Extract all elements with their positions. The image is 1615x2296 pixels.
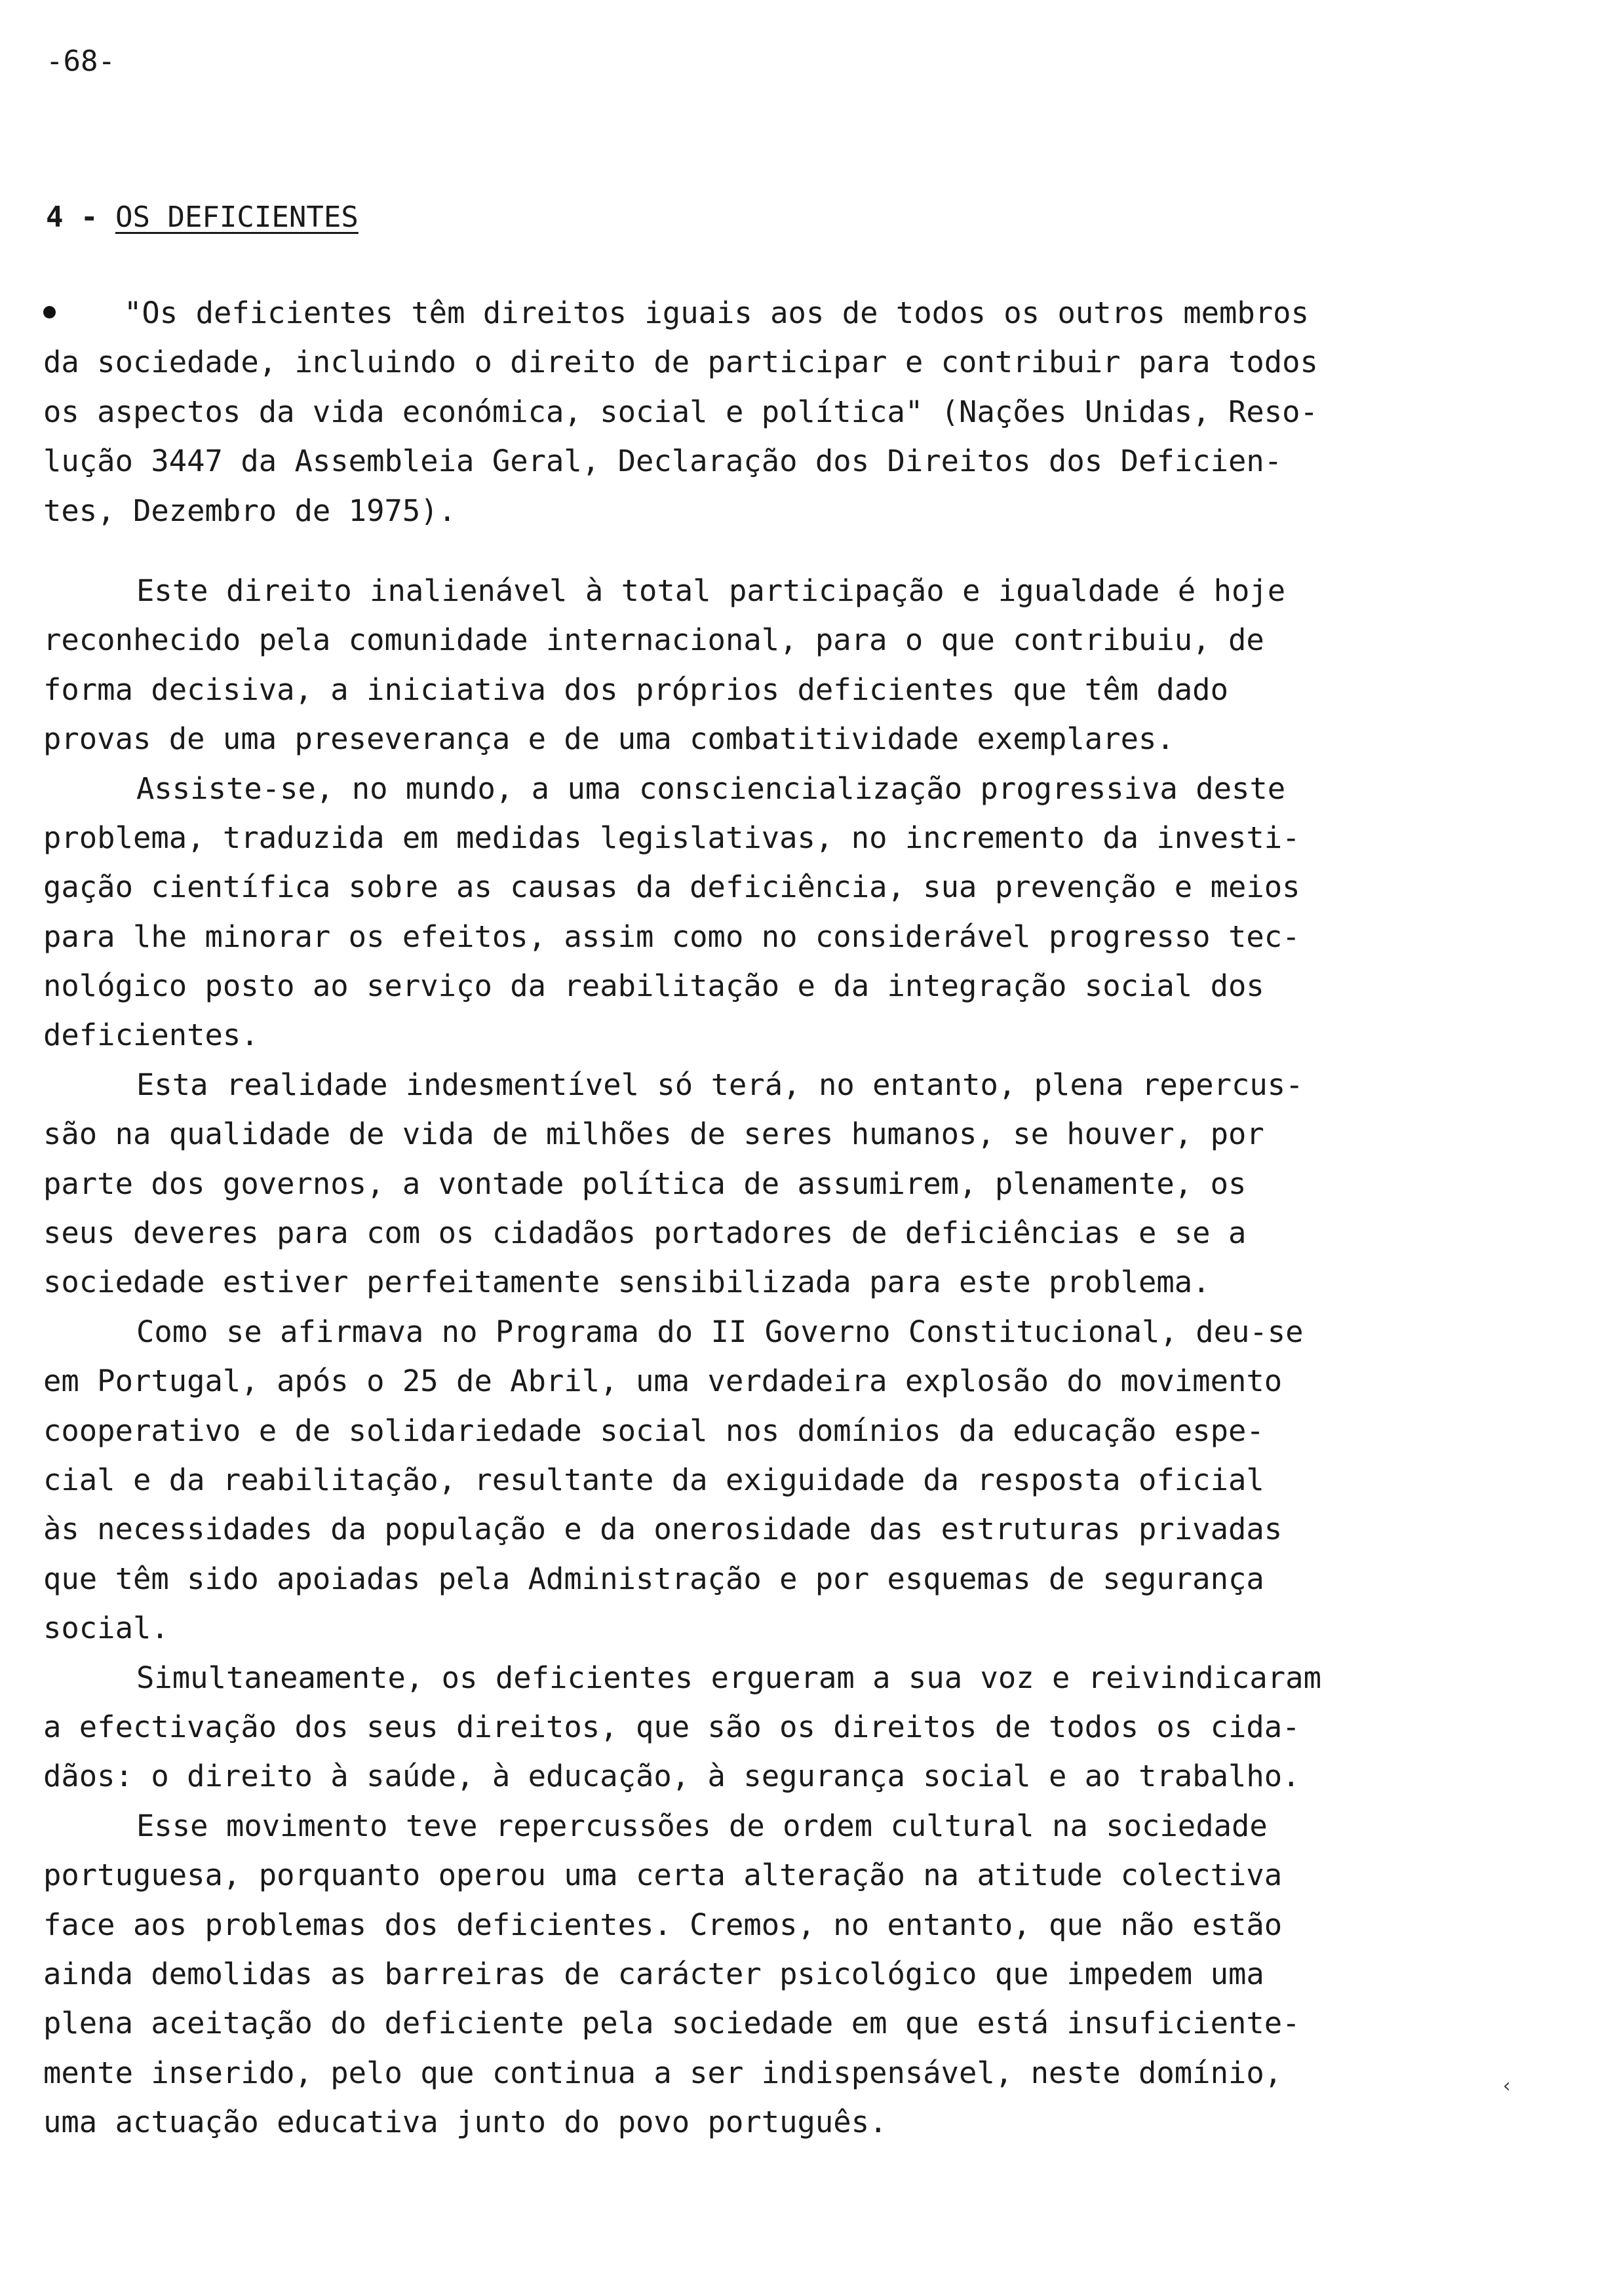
text-line: provas de uma preseverança e de uma combatitividade exemplares. (43, 721, 1175, 757)
text-line: são na qualidade de vida de milhões de seres humanos, se houver, por (43, 1117, 1264, 1152)
text-line: Como se afirmava no Programa do II Governo Constitucional, deu-se (136, 1314, 1304, 1349)
body-text (43, 288, 1505, 2147)
paragraph-line (43, 387, 1505, 436)
paragraph-line (43, 1109, 1505, 1158)
paragraph-line (43, 1257, 1505, 1307)
text-line: problema, traduzida em medidas legislativas, no incremento da investi- (43, 820, 1300, 855)
text-line: tes, Dezembro de 1975). (43, 493, 457, 528)
paragraph-line (43, 912, 1505, 961)
text-line: gação científica sobre as causas da deficiência, sua prevenção e meios (43, 870, 1300, 905)
text-line: que têm sido apoiadas pela Administração e por esquemas de segurança (43, 1561, 1264, 1596)
text-line: forma decisiva, a iniciativa dos próprios deficientes que têm dado (43, 672, 1228, 707)
paragraph-line (43, 1850, 1505, 1900)
paragraph-line (43, 1208, 1505, 1257)
paragraph-line (43, 813, 1505, 862)
paragraph-line (43, 862, 1505, 911)
text-line: em Portugal, após o 25 de Abril, uma verdadeira explosão do movimento (43, 1364, 1283, 1399)
paragraph-line (43, 1307, 1505, 1356)
paragraph (43, 1653, 1505, 1801)
text-line: Simultaneamente, os deficientes ergueram a sua voz e reivindicaram (136, 1660, 1321, 1695)
text-line: Esse movimento teve repercussões de ordem cultural na sociedade (136, 1808, 1268, 1843)
paragraph-line (43, 1554, 1505, 1603)
text-line: sociedade estiver perfeitamente sensibilizada para este problema. (43, 1265, 1211, 1300)
text-line: da sociedade, incluindo o direito de participar e contribuir para todos (43, 345, 1318, 380)
paragraph (43, 1307, 1505, 1653)
text-line: portuguesa, porquanto operou uma certa alteração na atitude colectiva (43, 1858, 1283, 1893)
text-line: os aspectos da vida económica, social e política" (Nações Unidas, Reso- (43, 394, 1318, 429)
paragraph-line (43, 665, 1505, 714)
paragraph-line (43, 961, 1505, 1010)
stray-mark: ‹ (1501, 2075, 1513, 2097)
text-line: parte dos governos, a vontade política de assumirem, plenamente, os (43, 1166, 1247, 1201)
page-number: -68- (46, 45, 115, 78)
paragraph-line (43, 1010, 1505, 1060)
paragraph-line (43, 436, 1505, 486)
paragraph-line (43, 764, 1505, 813)
paragraph-line (43, 1406, 1505, 1455)
paragraph-line (43, 1999, 1505, 2048)
text-line: nológico posto ao serviço da reabilitação e da integração social dos (43, 968, 1264, 1004)
paragraph-line (43, 1504, 1505, 1554)
section-heading (46, 201, 359, 234)
text-line: lução 3447 da Assembleia Geral, Declaração dos Direitos dos Deficien- (43, 444, 1283, 479)
paragraph-line (43, 1900, 1505, 1949)
paragraph-line (43, 288, 1505, 337)
text-line: deficientes. (43, 1018, 259, 1053)
bullet-icon (43, 306, 56, 318)
paragraph-line (43, 1949, 1505, 1999)
paragraph-line (43, 714, 1505, 763)
text-line: Este direito inalienável à total participação e igualdade é hoje (136, 573, 1286, 608)
paragraph-line (43, 1455, 1505, 1504)
paragraph-line (43, 337, 1505, 387)
paragraph (43, 1801, 1505, 2147)
paragraph-line (43, 1159, 1505, 1208)
paragraph-line (43, 1702, 1505, 1751)
text-line: Esta realidade indesmentível só terá, no entanto, plena repercus- (136, 1067, 1304, 1102)
paragraph (43, 1060, 1505, 1307)
paragraph-line (43, 615, 1505, 664)
paragraph-line (43, 1751, 1505, 1801)
paragraph (43, 566, 1505, 764)
paragraph-line (43, 1603, 1505, 1653)
paragraph-line (43, 1801, 1505, 1850)
text-line: para lhe minorar os efeitos, assim como no considerável progresso tec- (43, 919, 1300, 954)
text-line: plena aceitação do deficiente pela sociedade em que está insuficiente- (43, 2006, 1300, 2041)
paragraph-line (43, 1060, 1505, 1109)
text-line: "Os deficientes têm direitos iguais aos de todos os outros membros (124, 296, 1309, 330)
text-line: dãos: o direito à saúde, à educação, à segurança social e ao trabalho. (43, 1759, 1300, 1794)
section-number: 4 - (46, 201, 98, 234)
paragraph (43, 764, 1505, 1060)
text-line: cial e da reabilitação, resultante da exiguidade da resposta oficial (43, 1462, 1264, 1497)
paragraph-line (43, 2048, 1505, 2097)
text-line: cooperativo e de solidariedade social nos domínios da educação espe- (43, 1413, 1264, 1448)
text-line: Assiste-se, no mundo, a uma consciencialização progressiva deste (136, 771, 1286, 806)
paragraph-line (43, 2097, 1505, 2147)
paragraph (43, 288, 1505, 535)
text-line: uma actuação educativa junto do povo português. (43, 2105, 887, 2140)
text-line: ainda demolidas as barreiras de carácter psicológico que impedem uma (43, 1956, 1264, 1991)
text-line: às necessidades da população e da onerosidade das estruturas privadas (43, 1512, 1283, 1547)
paragraph-line (43, 1356, 1505, 1406)
text-line: mente inserido, pelo que continua a ser indispensável, neste domínio, (43, 2055, 1283, 2090)
section-title: OS DEFICIENTES (115, 201, 359, 234)
text-line: face aos problemas dos deficientes. Cremos, no entanto, que não estão (43, 1907, 1283, 1942)
paragraph-line (43, 486, 1505, 535)
text-line: reconhecido pela comunidade internacional, para o que contribuiu, de (43, 622, 1264, 658)
paragraph-line (43, 1653, 1505, 1702)
text-line: seus deveres para com os cidadãos portadores de deficiências e se a (43, 1215, 1247, 1251)
text-line: a efectivação dos seus direitos, que são os direitos de todos os cida- (43, 1709, 1300, 1744)
paragraph-line (43, 566, 1505, 615)
paragraph-gap (43, 535, 1505, 566)
text-line: social. (43, 1611, 169, 1646)
